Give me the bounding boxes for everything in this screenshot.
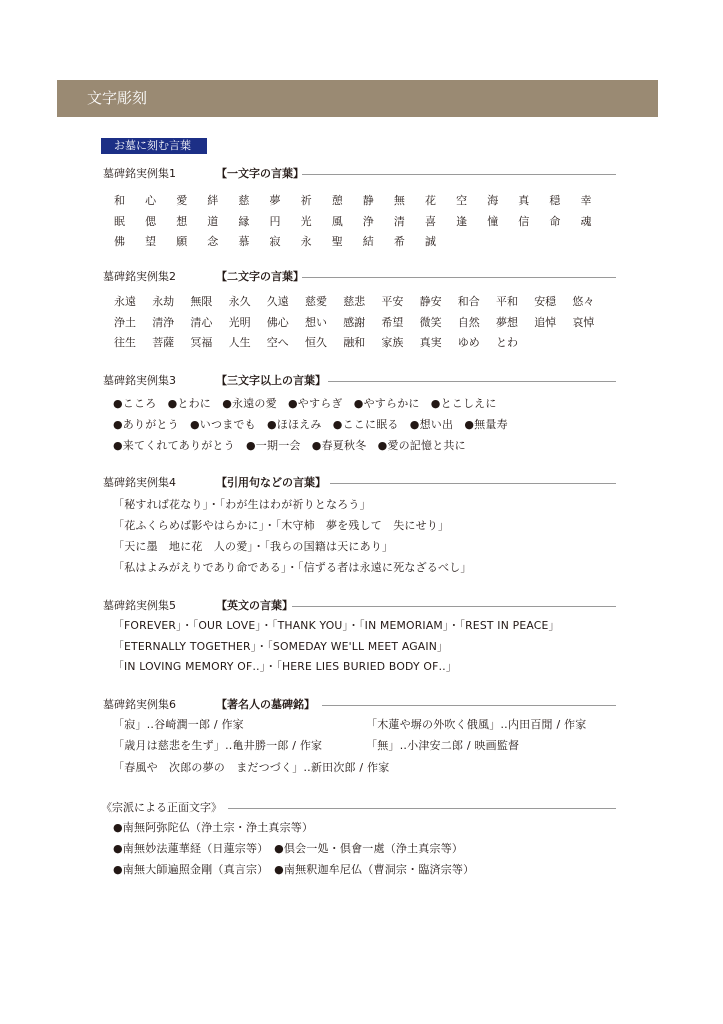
section-3-line: ●来てくれてありがとう ●一期一会 ●春夏秋冬 ●愛の記憶と共に [113, 439, 466, 452]
s1-grid-cell: 花 [425, 194, 436, 207]
s1-grid-cell: 静 [362, 194, 374, 207]
s1-grid-cell: 信 [518, 214, 530, 228]
section-3-line: ●ありがとう ●いつまでも ●ほほえみ ●ここに眠る ●想い出 ●無量寿 [113, 418, 508, 431]
s2-grid-cell: 追悼 [534, 315, 557, 329]
s2-grid-cell: 融和 [343, 336, 366, 349]
section-3-tag: 【三文字以上の言葉】 [216, 374, 326, 387]
s1-grid-cell: 命 [549, 214, 561, 228]
s1-grid-cell: 慕 [238, 235, 250, 248]
s1-grid-cell: 円 [269, 214, 281, 228]
s1-grid-cell: 無 [393, 194, 405, 207]
section-7-line: ●南無大師遍照金剛（真言宗） ●南無釈迦牟尼仏（曹洞宗・臨済宗等） [113, 863, 475, 876]
s1-grid-cell: 憧 [487, 214, 499, 228]
s1-grid-cell: 穏 [549, 194, 561, 207]
s1-grid-cell: 聖 [331, 235, 343, 248]
section-3-rule [328, 381, 616, 382]
section-3-line: ●こころ ●とわに ●永遠の愛 ●やすらぎ ●やすらかに ●とこしえに [113, 397, 497, 410]
s2-grid-cell: 人生 [228, 336, 251, 349]
s1-grid-cell: 魂 [580, 214, 592, 228]
s2-grid-cell: 無限 [190, 295, 213, 308]
s1-grid-cell: 偲 [145, 214, 157, 228]
section-5-name: 墓碑銘実例集5 [103, 599, 176, 612]
section-4-rule [330, 483, 616, 484]
s2-grid-cell: 清心 [190, 315, 213, 329]
s1-grid-cell: 幸 [580, 194, 592, 207]
s2-grid-cell: 永久 [228, 295, 251, 308]
section-4-tag: 【引用句などの言葉】 [216, 476, 326, 489]
section-4-line: 「花ふくらめば影やはらかに」・「木守柿 夢を残して 失にせり」 [113, 519, 450, 532]
s2-grid-cell: 菩薩 [152, 336, 175, 349]
s2-grid-cell: 和合 [457, 295, 480, 308]
section-6-rule [322, 705, 616, 706]
s1-grid-cell: 絆 [207, 194, 219, 207]
s2-grid-cell: 悠々 [572, 295, 595, 308]
s2-grid-cell: とわ [496, 336, 518, 349]
s2-grid-cell: 哀悼 [572, 315, 595, 329]
s2-grid-cell: 自然 [457, 315, 480, 329]
s2-grid-cell: 恒久 [305, 336, 327, 349]
s2-grid-cell: 感謝 [343, 315, 366, 329]
s1-grid-cell: 愛 [176, 194, 188, 207]
s1-grid-cell: 夢 [269, 194, 281, 207]
section-badge [101, 138, 207, 154]
s1-grid-cell: 風 [331, 214, 343, 228]
section-6-quote: 「歳月は慈悲を生ず」‥亀井勝一郎 / 作家 [113, 739, 323, 752]
section-2-name: 墓碑銘実例集2 [103, 270, 176, 283]
badge-label: お墓に刻む言葉 [114, 139, 191, 152]
section-5-tag: 【英文の言葉】 [216, 599, 293, 612]
s2-grid-cell: 夢想 [496, 315, 518, 329]
section-6-quote: 「寂」‥谷崎潤一郎 / 作家 [113, 718, 244, 731]
page-title: 文字彫刻 [87, 89, 148, 107]
s2-grid-cell: 静安 [419, 295, 442, 308]
s1-grid-cell: 望 [145, 235, 157, 248]
s1-grid-cell: 光 [300, 214, 312, 228]
section-5-line: 「ETERNALLY TOGETHER」・「SOMEDAY WE'LL MEET AGAIN」 [113, 640, 449, 653]
s2-grid-cell: 光明 [228, 315, 251, 329]
s2-grid-cell: 安穏 [534, 295, 557, 308]
s1-grid-cell: 佛 [114, 235, 125, 248]
s1-grid-cell: 和 [114, 194, 125, 207]
s1-grid-cell: 誠 [425, 235, 436, 248]
s1-grid-cell: 逢 [456, 214, 468, 228]
s2-grid-cell: 清浄 [152, 315, 175, 329]
s2-grid-cell: 想い [305, 315, 327, 329]
s2-grid-cell: 永遠 [114, 295, 136, 308]
s2-grid-cell: 微笑 [419, 315, 442, 329]
s2-grid-cell: 平和 [496, 295, 518, 308]
s1-grid-cell: 結 [362, 235, 374, 248]
s1-grid-cell: 寂 [269, 235, 281, 248]
section-2-rule [302, 277, 616, 278]
s2-grid-cell: 慈悲 [343, 295, 366, 308]
section-1-name: 墓碑銘実例集1 [103, 167, 176, 180]
section-4-name: 墓碑銘実例集4 [103, 476, 176, 489]
section-3-name: 墓碑銘実例集3 [103, 374, 176, 387]
s1-grid-cell: 空 [456, 194, 468, 207]
section-6-quote: 「春風や 次郎の夢の まだつづく」‥新田次郎 / 作家 [113, 761, 390, 774]
s2-grid-cell: 空へ [266, 336, 289, 349]
s1-grid-cell: 念 [207, 235, 219, 248]
section-4-line: 「私はよみがえりであり命である」・「信ずる者は永遠に死なざるべし」 [113, 561, 472, 574]
section-6-tag: 【著名人の墓碑銘】 [216, 698, 315, 711]
s2-grid-cell: 冥福 [190, 336, 213, 349]
s2-grid-cell: 平安 [381, 295, 404, 308]
s1-grid-cell: 清 [393, 214, 405, 228]
s1-grid-cell: 憩 [331, 194, 343, 207]
s1-grid-cell: 浄 [362, 214, 374, 228]
s1-grid-cell: 願 [176, 235, 188, 248]
s2-grid-cell: ゆめ [457, 336, 480, 349]
s1-grid-cell: 眠 [114, 214, 125, 228]
s2-grid-cell: 佛心 [266, 315, 289, 329]
section-5-line: 「IN LOVING MEMORY OF‥」・「HERE LIES BURIED BODY OF‥」 [113, 660, 457, 673]
s1-grid-cell: 永 [300, 235, 312, 248]
section-4-line: 「天に墨 地に花 人の愛」・「我らの国籍は天にあり」 [113, 540, 394, 553]
header-band [57, 80, 658, 117]
section-6-quote: 「木蓮や塀の外吹く俄風」‥内田百閒 / 作家 [366, 718, 587, 731]
section-5-line: 「FOREVER」・「OUR LOVE」・「THANK YOU」・「IN MEMORIAM」・「REST IN PEACE」 [113, 619, 560, 632]
s1-grid-cell: 道 [207, 214, 219, 228]
section-5-rule [292, 606, 616, 607]
s1-grid-cell: 心 [145, 194, 157, 207]
section-7-title: 《宗派による正面文字》 [101, 801, 222, 814]
section-2-tag: 【二文字の言葉】 [216, 270, 304, 283]
s2-grid-cell: 家族 [381, 336, 404, 349]
s1-grid-cell: 縁 [238, 214, 250, 228]
section-6-name: 墓碑銘実例集6 [103, 698, 176, 711]
s1-grid-cell: 海 [487, 194, 499, 207]
s2-grid-cell: 永劫 [152, 295, 175, 308]
s2-grid-cell: 往生 [114, 336, 136, 349]
s1-grid-cell: 希 [393, 235, 405, 248]
section-6-quote: 「無」‥小津安二郎 / 映画監督 [366, 739, 520, 752]
s1-grid-cell: 慈 [238, 194, 250, 207]
section-7-rule [228, 808, 616, 809]
s2-grid-cell: 希望 [381, 315, 404, 329]
s1-grid-cell: 喜 [425, 214, 436, 228]
section-1-tag: 【一文字の言葉】 [216, 167, 304, 180]
s2-grid-cell: 慈愛 [305, 295, 327, 308]
section-7-line: ●南無妙法蓮華経（日蓮宗等） ●倶会一処・倶會一處（浄土真宗等） [113, 842, 464, 855]
s2-grid-cell: 浄土 [114, 315, 136, 329]
s1-grid-cell: 想 [176, 214, 188, 228]
s2-grid-cell: 久遠 [266, 295, 289, 308]
s1-grid-cell: 祈 [300, 194, 312, 207]
s2-grid-cell: 真実 [419, 336, 442, 349]
section-1-rule [302, 174, 616, 175]
s1-grid-cell: 真 [518, 194, 530, 207]
section-7-line: ●南無阿弥陀仏（浄土宗・浄土真宗等） [113, 821, 314, 834]
section-4-line: 「秘すれば花なり」・「わが生はわが祈りとなろう」 [113, 498, 371, 511]
